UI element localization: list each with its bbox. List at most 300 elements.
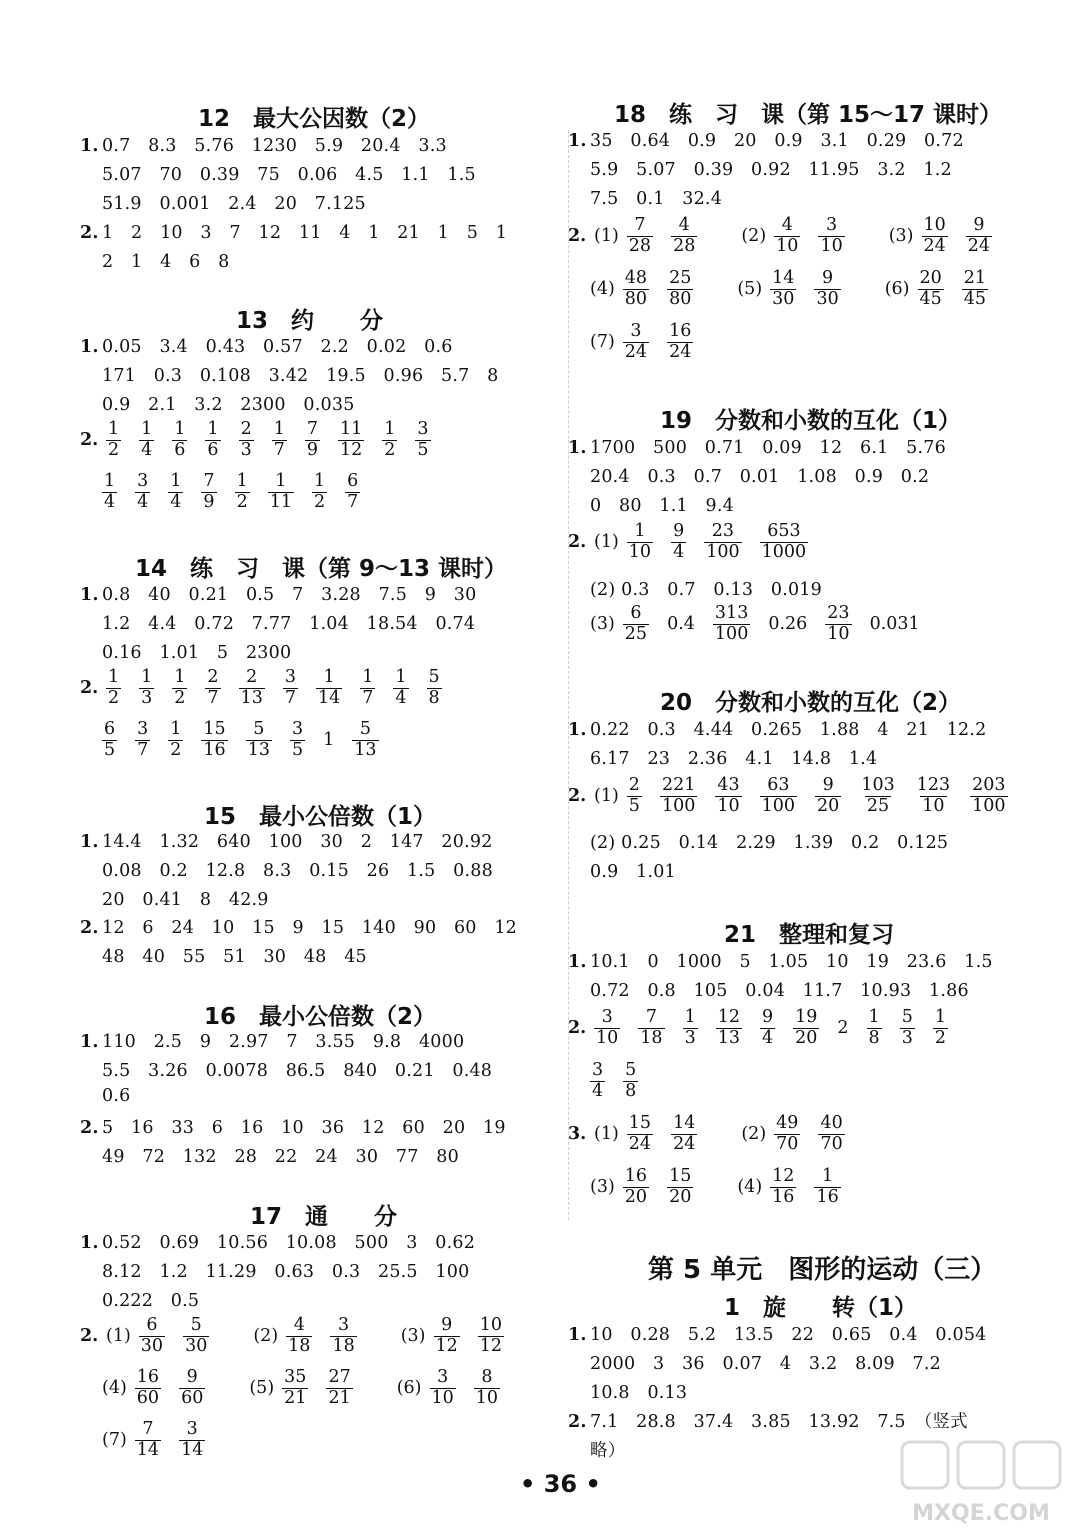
question-number: 2. (568, 786, 587, 807)
numerator: 35 (284, 1367, 307, 1387)
numerator: 103 (861, 775, 895, 795)
fraction (760, 776, 797, 816)
denominator: 30 (140, 1335, 164, 1356)
denominator: 21 (328, 1387, 351, 1408)
numerator: 4 (293, 1315, 305, 1335)
denominator: 10 (596, 1027, 619, 1048)
column-divider (568, 130, 569, 1220)
fraction (201, 720, 227, 760)
fraction (239, 420, 254, 460)
numerator: 1 (236, 471, 248, 491)
answer-row (590, 745, 877, 770)
denominator: 28 (628, 235, 652, 256)
answer-row (590, 156, 952, 181)
fraction (915, 776, 952, 816)
section-title: 13 约 分 (236, 308, 384, 334)
answer-text: 14.4 1.32 640 100 30 2 147 20.92 (102, 832, 493, 852)
fraction (627, 522, 653, 562)
fraction (434, 1316, 460, 1356)
numerator: 9 (973, 215, 985, 235)
numerator: 3 (338, 1315, 350, 1335)
denominator: 4 (141, 439, 153, 460)
numerator: 123 (916, 775, 951, 795)
answer-text: 0 80 1.1 9.4 (590, 496, 734, 516)
section-title: 16 最小公倍数（2） (204, 1004, 437, 1030)
numerator: 8 (481, 1367, 493, 1387)
denominator: 18 (288, 1335, 311, 1356)
denominator: 30 (816, 288, 839, 309)
answer-text: 20.4 0.3 0.7 0.01 1.08 0.9 0.2 (590, 467, 930, 487)
answer-text: 0.08 0.2 12.8 8.3 0.15 26 1.5 0.88 (102, 861, 493, 881)
numerator: 1 (634, 521, 646, 541)
answer-text: 35 0.64 0.9 20 0.9 3.1 0.29 0.72 (590, 131, 964, 151)
fraction (360, 668, 375, 708)
answer-text: 0.52 0.69 10.56 10.08 500 3 0.62 (102, 1233, 476, 1253)
answer-text: 5 16 33 6 16 10 36 12 60 20 19 (102, 1118, 506, 1138)
denominator: 45 (919, 288, 942, 309)
numerator: 25 (669, 268, 692, 288)
answer-text: 51.9 0.001 2.4 20 7.125 (102, 194, 366, 214)
fraction (106, 420, 121, 460)
numerator: 16 (624, 1166, 648, 1186)
fraction (135, 1420, 161, 1460)
part-label: (2) (741, 1124, 767, 1145)
denominator: 7 (347, 491, 359, 512)
denominator: 9 (306, 439, 318, 460)
fraction (867, 1008, 882, 1048)
numerator: 1 (395, 667, 407, 687)
fraction (933, 1008, 948, 1048)
numerator: 1 (141, 667, 153, 687)
denominator: 4 (673, 541, 685, 562)
numerator: 19 (795, 1007, 818, 1027)
answer-text: 1.2 4.4 0.72 7.77 1.04 18.54 0.74 (102, 614, 476, 634)
fraction-row (568, 522, 826, 562)
denominator: 24 (628, 1133, 652, 1154)
answer-text: 2000 3 36 0.07 4 3.2 8.09 7.2 (590, 1354, 941, 1374)
answer-text: 0.16 1.01 5 2300 (102, 643, 292, 663)
fraction-row (568, 1008, 966, 1048)
numerator: 12 (717, 1007, 740, 1027)
part-label: (6) (396, 1378, 422, 1399)
numerator: 9 (822, 775, 834, 795)
denominator: 7 (273, 439, 285, 460)
numerator: 313 (714, 603, 749, 623)
fraction (102, 720, 117, 760)
numerator: 1 (207, 419, 219, 439)
numerator: 1 (108, 419, 120, 439)
numerator: 1 (104, 471, 116, 491)
answer-value: 0.4 (667, 614, 695, 635)
denominator: 100 (706, 541, 740, 562)
part-label: (2) (253, 1326, 279, 1347)
denominator: 6 (207, 439, 219, 460)
denominator: 24 (669, 341, 692, 362)
denominator: 7 (362, 687, 374, 708)
answer-row (590, 977, 969, 1002)
answer-text: (2) 0.3 0.7 0.13 0.019 (590, 580, 822, 600)
fraction (235, 472, 250, 512)
fraction-row (102, 472, 378, 512)
numerator: 15 (669, 1166, 692, 1186)
numerator: 7 (203, 471, 215, 491)
answer-text: 略） (590, 1441, 626, 1461)
section-title: 12 最大公因数（2） (198, 106, 431, 132)
part-label: (7) (590, 332, 615, 353)
answer-text: 0.9 2.1 3.2 2300 0.035 (102, 395, 355, 415)
denominator: 7 (284, 687, 296, 708)
fraction (338, 420, 364, 460)
fraction (352, 720, 378, 760)
answer-text: 0.72 0.8 105 0.04 11.7 10.93 1.86 (590, 981, 969, 1001)
numerator: 5 (190, 1315, 202, 1335)
numerator: 1 (170, 719, 182, 739)
part-label: (2) (741, 226, 767, 247)
numerator: 4 (678, 215, 690, 235)
fraction-row (102, 720, 397, 760)
numerator: 27 (328, 1367, 351, 1387)
numerator: 203 (972, 775, 1006, 795)
denominator: 2 (108, 687, 120, 708)
denominator: 7 (137, 739, 149, 760)
numerator: 9 (822, 268, 834, 288)
fraction (345, 472, 360, 512)
numerator: 9 (441, 1315, 453, 1335)
denominator: 3 (901, 1027, 913, 1048)
question-number: 1. (80, 585, 99, 605)
answer-row (590, 858, 676, 883)
part-label: (3) (400, 1326, 426, 1347)
question-number: 2. (568, 1018, 587, 1039)
fraction-row (590, 322, 711, 362)
answer-row (102, 1143, 459, 1168)
fraction (590, 1061, 605, 1101)
denominator: 20 (624, 1186, 648, 1207)
question-number: 2. (568, 532, 587, 553)
question-number: 2. (568, 226, 587, 247)
answer-row (80, 132, 447, 157)
numerator: 6 (146, 1315, 158, 1335)
denominator: 80 (624, 288, 648, 309)
denominator: 7 (207, 687, 219, 708)
denominator: 25 (866, 795, 890, 816)
denominator: 24 (673, 1133, 696, 1154)
part-label: (4) (590, 279, 615, 300)
question-number: 1. (80, 136, 99, 156)
numerator: 1 (174, 419, 186, 439)
fraction (205, 420, 220, 460)
section-title: 21 整理和复习 (724, 922, 895, 948)
answer-text: 7.1 28.8 37.4 3.85 13.92 7.5 （竖式 (590, 1412, 968, 1432)
denominator: 28 (673, 235, 696, 256)
question-number: 2. (80, 1118, 99, 1138)
denominator: 13 (354, 739, 377, 760)
fraction (704, 522, 741, 562)
numerator: 1 (822, 1166, 834, 1186)
fraction-row (568, 216, 1010, 256)
fraction (239, 668, 265, 708)
question-number: 2. (80, 918, 99, 938)
section-title: 18 练 习 课（第 15～17 课时） (614, 102, 1003, 128)
numerator: 2 (207, 667, 219, 687)
numerator: 16 (669, 321, 692, 341)
denominator: 80 (669, 288, 692, 309)
numerator: 5 (359, 719, 371, 739)
answer-text: 0.9 1.01 (590, 862, 676, 882)
numerator: 43 (717, 775, 740, 795)
answer-text: 20 0.41 8 42.9 (102, 890, 269, 910)
fraction (627, 216, 653, 256)
numerator: 2 (628, 775, 640, 795)
denominator: 10 (431, 1387, 454, 1408)
fraction (962, 269, 988, 309)
numerator: 10 (923, 215, 946, 235)
fraction (623, 1167, 649, 1207)
answer-row (80, 914, 517, 939)
numerator: 1 (313, 471, 326, 491)
fraction (900, 1008, 915, 1048)
numerator: 1 (141, 419, 153, 439)
answer-row (590, 576, 822, 601)
numerator: 2 (240, 419, 252, 439)
fraction (818, 1114, 844, 1154)
numerator: 7 (306, 419, 318, 439)
answer-row (590, 829, 948, 854)
answer-row (568, 1408, 968, 1433)
question-number: 1. (568, 720, 587, 740)
fraction (623, 269, 649, 309)
fraction-row (568, 1114, 863, 1154)
fraction (286, 1316, 312, 1356)
part-label: (4) (737, 1177, 763, 1198)
numerator: 48 (624, 268, 648, 288)
answer-row (102, 190, 366, 215)
answer-text: 48 40 55 51 30 48 45 (102, 947, 367, 967)
denominator: 2 (236, 491, 248, 512)
watermark-logo (896, 1438, 1066, 1528)
question-number: 2. (80, 1326, 99, 1347)
fraction (770, 1167, 796, 1207)
fraction (627, 1114, 653, 1154)
numerator: 7 (142, 1419, 154, 1439)
fraction (316, 668, 342, 708)
denominator: 10 (820, 235, 843, 256)
answer-row (102, 161, 476, 186)
fraction (825, 604, 851, 644)
part-label: (3) (590, 1177, 615, 1198)
answer-row (568, 127, 964, 152)
section-title: 第 5 单元 图形的运动（三） (648, 1255, 997, 1285)
numerator: 3 (826, 215, 838, 235)
question-number: 2. (80, 678, 99, 699)
denominator: 10 (827, 623, 850, 644)
fraction (305, 420, 320, 460)
answer-row (80, 581, 476, 606)
numerator: 10 (479, 1315, 503, 1335)
numerator: 1 (273, 419, 285, 439)
denominator: 10 (628, 541, 652, 562)
fraction (814, 269, 840, 309)
question-number: 1. (80, 832, 99, 852)
section-title: 1 旋 转（1） (724, 1295, 918, 1321)
denominator: 70 (820, 1133, 843, 1154)
numerator: 3 (592, 1060, 604, 1080)
numerator: 16 (136, 1367, 160, 1387)
answer-text: 2 1 4 6 8 (102, 252, 230, 272)
numerator: 5 (253, 719, 265, 739)
fraction (268, 472, 294, 512)
denominator: 14 (136, 1439, 160, 1460)
numerator: 9 (761, 1007, 774, 1027)
numerator: 23 (827, 603, 850, 623)
answer-text: 0.7 8.3 5.76 1230 5.9 20.4 3.3 (102, 136, 447, 156)
question-number: 1. (568, 1325, 587, 1345)
fraction (970, 776, 1007, 816)
part-label: (1) (594, 1124, 619, 1145)
numerator: 3 (417, 419, 429, 439)
question-number: 2. (568, 1412, 587, 1432)
fraction (671, 1114, 697, 1154)
numerator: 3 (291, 719, 304, 739)
denominator: 60 (181, 1387, 204, 1408)
part-label: (1) (106, 1326, 131, 1347)
denominator: 10 (717, 795, 740, 816)
denominator: 4 (137, 491, 149, 512)
fraction (139, 420, 154, 460)
part-label: (3) (590, 614, 615, 635)
denominator: 16 (772, 1186, 795, 1207)
numerator: 20 (919, 268, 942, 288)
fraction (760, 1008, 775, 1048)
numerator: 9 (186, 1367, 198, 1387)
fraction (172, 420, 187, 460)
part-label: (1) (594, 786, 619, 807)
denominator: 2 (174, 687, 186, 708)
denominator: 24 (967, 235, 991, 256)
answer-row (568, 434, 946, 459)
denominator: 20 (669, 1186, 692, 1207)
answer-row (102, 610, 475, 635)
denominator: 100 (661, 795, 696, 816)
answer-text: 110 2.5 9 2.97 7 3.55 9.8 4000 (102, 1032, 465, 1052)
numerator: 6 (347, 471, 359, 491)
fraction (818, 216, 844, 256)
fraction (430, 1368, 456, 1408)
fraction (168, 720, 183, 760)
answer-row (590, 1437, 625, 1462)
numerator: 7 (645, 1007, 657, 1027)
fraction (290, 720, 305, 760)
fraction (715, 776, 741, 816)
question-number: 1. (568, 438, 587, 458)
denominator: 3 (684, 1027, 696, 1048)
answer-row (102, 639, 291, 664)
answer-text: 0.8 40 0.21 0.5 7 3.28 7.5 9 30 (102, 585, 477, 605)
answer-row (590, 492, 734, 517)
fraction-row (568, 776, 1026, 816)
part-label: (5) (249, 1378, 275, 1399)
numerator: 1 (108, 667, 120, 687)
answer-row (80, 333, 453, 358)
denominator: 3 (240, 439, 252, 460)
numerator: 1 (384, 419, 396, 439)
denominator: 24 (923, 235, 946, 256)
denominator: 2 (108, 439, 120, 460)
question-number: 1. (80, 1032, 99, 1052)
denominator: 14 (181, 1439, 204, 1460)
fraction (713, 604, 750, 644)
part-label: (1) (594, 532, 619, 553)
denominator: 18 (640, 1027, 663, 1048)
fraction (474, 1368, 500, 1408)
part-label: (6) (884, 279, 910, 300)
fraction (683, 1008, 698, 1048)
answer-row (102, 1086, 130, 1106)
denominator: 13 (247, 739, 270, 760)
section-title: 14 练 习 课（第 9～13 课时） (135, 556, 508, 582)
fraction (627, 776, 642, 816)
fraction (671, 522, 686, 562)
denominator: 21 (284, 1387, 307, 1408)
denominator: 2 (313, 491, 326, 512)
fraction (135, 472, 150, 512)
denominator: 20 (817, 795, 840, 816)
denominator: 100 (972, 795, 1006, 816)
numerator: 15 (628, 1113, 652, 1133)
denominator: 12 (479, 1335, 503, 1356)
answer-row (102, 362, 499, 387)
fraction (760, 522, 809, 562)
numerator: 6 (630, 603, 642, 623)
answer-text: 8.12 1.2 11.29 0.63 0.3 25.5 100 (102, 1262, 470, 1282)
numerator: 63 (767, 775, 790, 795)
answer-text: 5.9 5.07 0.39 0.92 11.95 3.2 1.2 (590, 160, 952, 180)
part-label: (7) (102, 1430, 127, 1451)
fraction (667, 269, 693, 309)
denominator: 5 (417, 439, 429, 460)
fraction (272, 420, 287, 460)
answer-row (80, 1114, 506, 1139)
fraction (427, 668, 442, 708)
numerator: 23 (711, 521, 735, 541)
numerator: 3 (186, 1419, 198, 1439)
numerator: 1 (362, 667, 374, 687)
fraction (770, 269, 796, 309)
answer-text: 12 6 24 10 15 9 15 140 90 60 12 (102, 918, 518, 938)
answer-row (102, 1287, 199, 1312)
fraction (102, 472, 117, 512)
fraction (139, 1316, 165, 1356)
denominator: 70 (776, 1133, 799, 1154)
answer-text: 49 72 132 28 22 24 30 77 80 (102, 1147, 459, 1167)
part-label: (5) (737, 279, 763, 300)
fraction (671, 216, 697, 256)
numerator: 6 (104, 719, 116, 739)
answer-row (590, 1350, 941, 1375)
section-title: 20 分数和小数的互化（2） (660, 690, 962, 716)
denominator: 10 (922, 795, 945, 816)
question-number: 2. (80, 223, 99, 243)
fraction (179, 1420, 205, 1460)
fraction (814, 1167, 840, 1207)
fraction (326, 1368, 352, 1408)
answer-text: 0.05 3.4 0.43 0.57 2.2 0.02 0.6 (102, 337, 453, 357)
fraction-row (102, 1420, 223, 1460)
denominator: 2 (170, 739, 182, 760)
answer-text: 6.17 23 2.36 4.1 14.8 1.4 (590, 749, 878, 769)
answer-row (590, 1379, 687, 1404)
fraction (918, 269, 944, 309)
